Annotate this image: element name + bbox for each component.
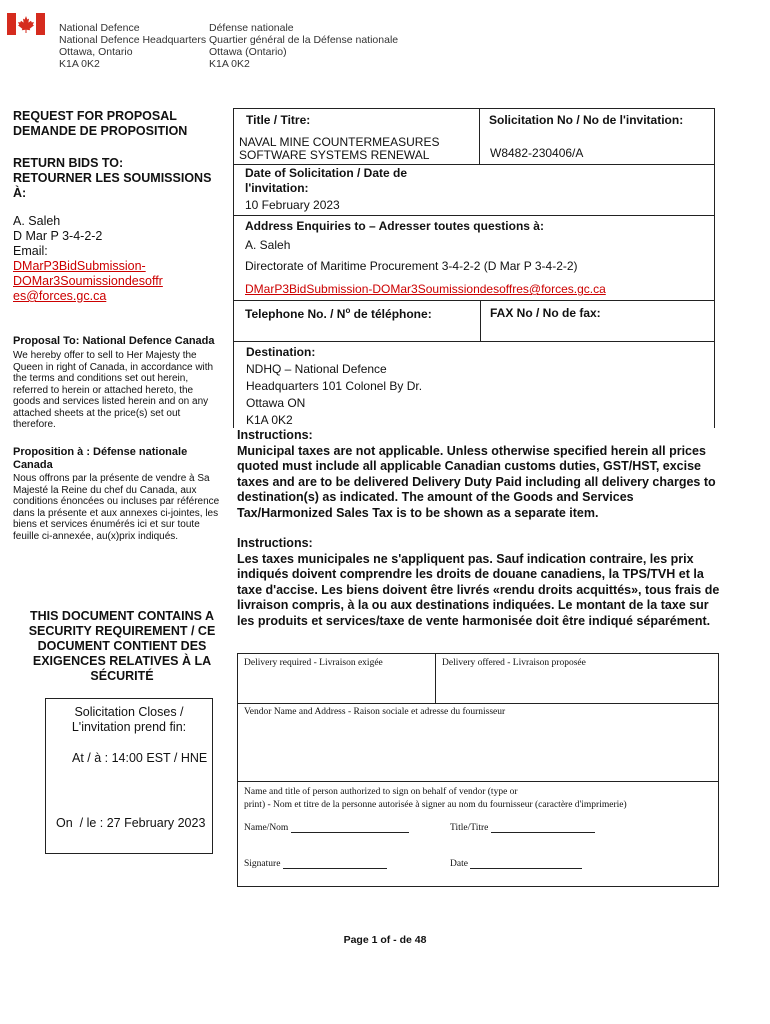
solicitation-no-cell	[480, 109, 714, 165]
header-en-line: National Defence Headquarters	[59, 34, 207, 46]
contact-name: A. Saleh	[13, 214, 61, 228]
security-notice: THIS DOCUMENT CONTAINS A SECURITY REQUIREMENT / CE DOCUMENT CONTIENT DES EXIGENCES RELATIVES À LA SÉCURITÉ	[28, 609, 216, 683]
vendor-name-field[interactable]	[238, 704, 718, 782]
destination-line: Ottawa ON	[246, 396, 306, 410]
header-en-line: Ottawa, Ontario	[59, 46, 133, 58]
rfp-title-fr: DEMANDE DE PROPOSITION	[13, 124, 188, 138]
email-link-part: es@forces.gc.ca	[13, 289, 107, 303]
solicitation-info-box	[233, 108, 715, 342]
instructions-fr	[237, 536, 727, 630]
canada-flag-icon	[7, 13, 45, 35]
header-fr-line: K1A 0K2	[209, 58, 250, 70]
title-field-line	[491, 822, 595, 833]
email-link[interactable]	[13, 259, 223, 304]
instructions-fr-label: Instructions:	[237, 536, 313, 550]
delivery-offered-label: Delivery offered - Livraison proposée	[442, 658, 586, 668]
title-cell	[234, 109, 480, 165]
date-field-label: Date	[450, 859, 468, 869]
title-value	[239, 136, 439, 162]
solicitation-no-label: Solicitation No / No de l'invitation:	[489, 113, 684, 127]
vendor-form	[237, 653, 719, 887]
address-label: Address Enquiries to – Adresser toutes questions à:	[245, 219, 544, 233]
authorized-line-2: print) - Nom et titre de la personne autorisée à signer au nom du fournisseur (caractère d'imprimerie)	[244, 800, 627, 810]
header-en	[59, 22, 206, 70]
telephone-label-text: Telephone No. / N	[245, 307, 346, 321]
solicitation-closes-box	[45, 698, 213, 854]
closes-title-fr: L'invitation prend fin:	[71, 720, 187, 734]
telephone-label-sup: o	[345, 306, 351, 315]
solicitation-no-value: W8482-230406/A	[490, 146, 584, 160]
signature-label: Signature	[244, 859, 281, 869]
date-field[interactable]	[450, 858, 582, 869]
proposition-text: Nous offrons par la présente de vendre à Sa Majesté la Reine du chef du Canada, aux conditions énoncées ou incluses par référence dans la présente et aux annexes ci-jointes, les biens et services énumérés ici et sur toute feuille ci-annexée, au(x)prix indiqués.	[13, 473, 220, 542]
telephone-label-end: de téléphone:	[350, 307, 432, 321]
divider	[234, 300, 714, 301]
signature-line	[283, 858, 387, 869]
destination-label: Destination:	[246, 345, 316, 359]
destination-line: Headquarters 101 Colonel By Dr.	[246, 379, 423, 393]
return-contact	[13, 214, 223, 304]
return-bids-heading	[13, 156, 228, 201]
instructions-en-text: Municipal taxes are not applicable. Unless otherwise specified herein all prices quoted must include all applicable Canadian customs duties, GST/HST, excise taxes and are to be delivered Delivery Duty Paid including all delivery charges to destination(s) as indicated. The amount of the Goods and Services Tax/Harmonized Sales Tax is to be shown as a separate item.	[237, 443, 716, 520]
contact-office: D Mar P 3-4-2-2	[13, 229, 103, 243]
title-label: Title / Titre:	[246, 113, 311, 127]
header-fr-line: Quartier général de la Défense nationale	[209, 34, 399, 46]
closes-title	[46, 705, 212, 735]
vendor-name-label: Vendor Name and Address - Raison sociale et adresse du fournisseur	[244, 707, 506, 717]
header-fr-line: Défense nationale	[209, 22, 294, 34]
header-fr	[209, 22, 398, 70]
date-label-2: l'invitation:	[245, 181, 309, 195]
instructions-en	[237, 428, 727, 522]
title-value-line: NAVAL MINE COUNTERMEASURES	[239, 135, 440, 149]
address-enquiries	[245, 219, 705, 296]
delivery-offered-field[interactable]	[436, 654, 718, 704]
instructions-fr-text: Les taxes municipales ne s'appliquent pas. Sauf indication contraire, les prix indiqués doivent comprendre les droits de douane canadiens, la TPS/TVH et la taxe d'accise. Les biens doivent être livrés «rendu droits acquittés», tous frais de livraison compris, à la ou aux destinations indiquées. Le montant de la taxe sur les produits et services/taxe de vente harmonisée doit être indiqué séparément.	[237, 551, 720, 628]
closing-time: At / à : 14:00 EST / HNE	[72, 751, 208, 765]
rfp-title-en: REQUEST FOR PROPOSAL	[13, 109, 177, 123]
return-bids-fr: RETOURNER LES SOUMISSIONS	[13, 171, 212, 185]
address-name: A. Saleh	[245, 238, 291, 252]
proposal-text: We hereby offer to sell to Her Majesty the Queen in right of Canada, in accordance with the terms and conditions set out herein, referred to herein or attached hereto, the goods and services listed herein and on any attached sheets at the price(s) set out therefore.	[13, 350, 214, 430]
name-field[interactable]	[244, 822, 409, 833]
address-directorate: Directorate of Maritime Procurement 3-4-2-2 (D Mar P 3-4-2-2)	[245, 259, 578, 273]
destination-line: NDHQ – National Defence	[246, 362, 387, 376]
date-field-line	[470, 858, 582, 869]
authorized-person-label	[244, 786, 714, 812]
email-link-part: DMarP3BidSubmission-	[13, 259, 146, 273]
header-en-line: National Defence	[59, 22, 140, 34]
date-of-solicitation	[245, 166, 407, 213]
closing-date: On / le : 27 February 2023	[56, 816, 206, 830]
instructions-en-label: Instructions:	[237, 428, 313, 442]
destination	[246, 344, 422, 429]
divider	[234, 215, 714, 216]
authorized-line-1: Name and title of person authorized to sign on behalf of vendor (type or	[244, 787, 518, 797]
name-label: Name/Nom	[244, 823, 289, 833]
destination-box	[233, 342, 715, 428]
email-label: Email:	[13, 244, 48, 258]
date-label: Date of Solicitation / Date de	[245, 166, 408, 180]
delivery-required-field[interactable]	[238, 654, 436, 704]
divider	[480, 300, 481, 342]
rfp-title	[13, 109, 213, 139]
return-bids-en: RETURN BIDS TO:	[13, 156, 124, 170]
closes-title-en: Solicitation Closes /	[74, 705, 184, 719]
header-en-line: K1A 0K2	[59, 58, 100, 70]
proposition-heading: Proposition à : Défense nationale Canada	[13, 446, 188, 471]
destination-line: K1A 0K2	[246, 413, 293, 427]
return-bids-fr-2: À:	[13, 186, 27, 200]
title-value-line: SOFTWARE SYSTEMS RENEWAL	[239, 148, 430, 162]
proposal-to-heading: Proposal To: National Defence Canada	[13, 335, 215, 347]
date-value: 10 February 2023	[245, 198, 340, 212]
page-number: Page 1 of - de 48	[343, 934, 427, 946]
title-field[interactable]	[450, 822, 595, 833]
address-email-link[interactable]: DMarP3BidSubmission-DOMar3Soumissiondesoffres@forces.gc.ca	[245, 282, 606, 296]
header-fr-line: Ottawa (Ontario)	[209, 46, 287, 58]
delivery-required-label: Delivery required - Livraison exigée	[244, 658, 383, 668]
fax-label: FAX No / No de fax:	[490, 306, 601, 320]
name-line	[291, 822, 409, 833]
title-field-label: Title/Titre	[450, 823, 489, 833]
telephone-label	[245, 306, 432, 321]
email-link-part: DOMar3Soumissiondesoffr	[13, 274, 163, 288]
signature-field[interactable]	[244, 858, 387, 869]
